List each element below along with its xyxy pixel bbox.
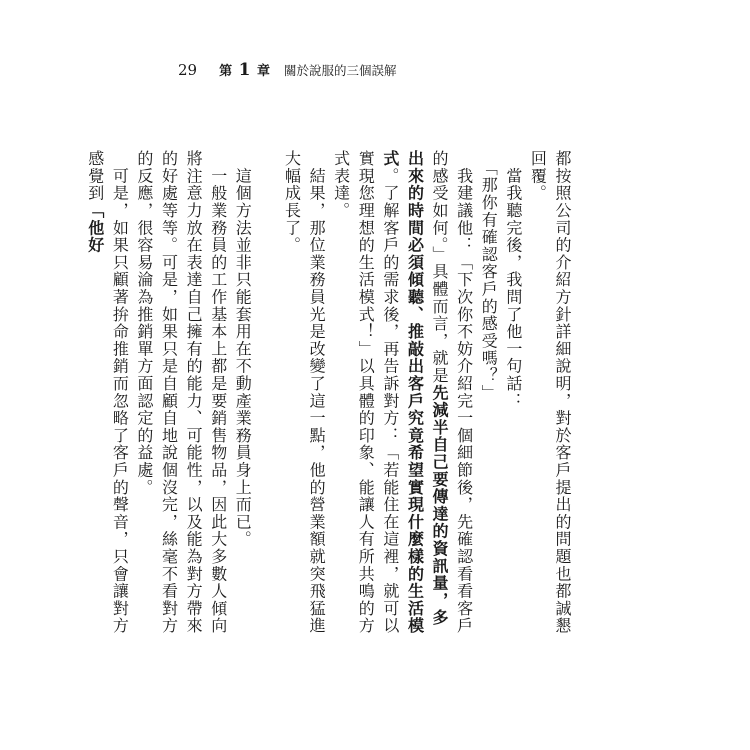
paragraph <box>500 150 525 640</box>
paragraph <box>82 150 131 640</box>
text-run: 。了解客戶的需求後，再告訴對方：「若能住在這裡，就可以實現您理想的生活模式！」以具體的印象、能讓人有所共鳴的方式表達。 <box>331 150 400 635</box>
paragraph <box>476 150 501 640</box>
bold-text-run: 「他好 <box>85 201 105 254</box>
text-run: 可是，如果只顧著拚命推銷而忽略了客戶的聲音，只會讓對方感覺到 <box>85 150 130 635</box>
text-run: 結果，那位業務員光是改變了這一點，他的營業額就突飛猛進大幅成長了。 <box>282 150 327 635</box>
text-run: 「那你有確認客戶的感受嗎？」 <box>479 150 499 402</box>
text-run: 一般業務員的工作基本上都是要銷售物品，因此大多數人傾向將注意力放在表達自己擁有的能力、可能性，以及能為對方帶來的好處等等。可是，如果只是自顧自地說個沒完，絲毫不看對方的反應，很容易淪為推銷單方面認定的益處。 <box>134 150 228 635</box>
bold-text-run: 先減半自己要傳達的資訊量，多出來的時間必須傾聽、推敲出客戶究竟希望實現什麼樣的生活模式 <box>380 150 450 635</box>
paragraph <box>131 150 229 640</box>
text-run <box>258 150 277 167</box>
text-run: 都按照公司的介紹方針詳細說明，對於客戶提出的問題也都誠懇回覆。 <box>528 150 572 635</box>
chapter-prefix: 第 <box>219 64 233 79</box>
page-header <box>178 60 397 84</box>
text-run: 我建議他：「下次你不妨介紹完一個細節後，先確認看看客戶的感受如何。」具體而言，就是 <box>430 150 474 635</box>
paragraph <box>328 150 476 640</box>
page-number: 29 <box>178 61 198 79</box>
text-run: 當我聽完後，我問了他一句話： <box>503 150 523 410</box>
text-run: 這個方法並非只能套用在不動產業務員身上而已。 <box>233 150 253 548</box>
paragraph <box>279 150 328 640</box>
chapter-label <box>219 60 270 80</box>
chapter-title: 關於說服的三個誤解 <box>284 63 397 78</box>
chapter-suffix: 章 <box>257 64 271 79</box>
paragraph <box>230 150 255 640</box>
paragraph <box>254 150 279 640</box>
chapter-number: 1 <box>238 60 251 80</box>
paragraph <box>525 150 574 640</box>
body-text <box>85 150 574 640</box>
